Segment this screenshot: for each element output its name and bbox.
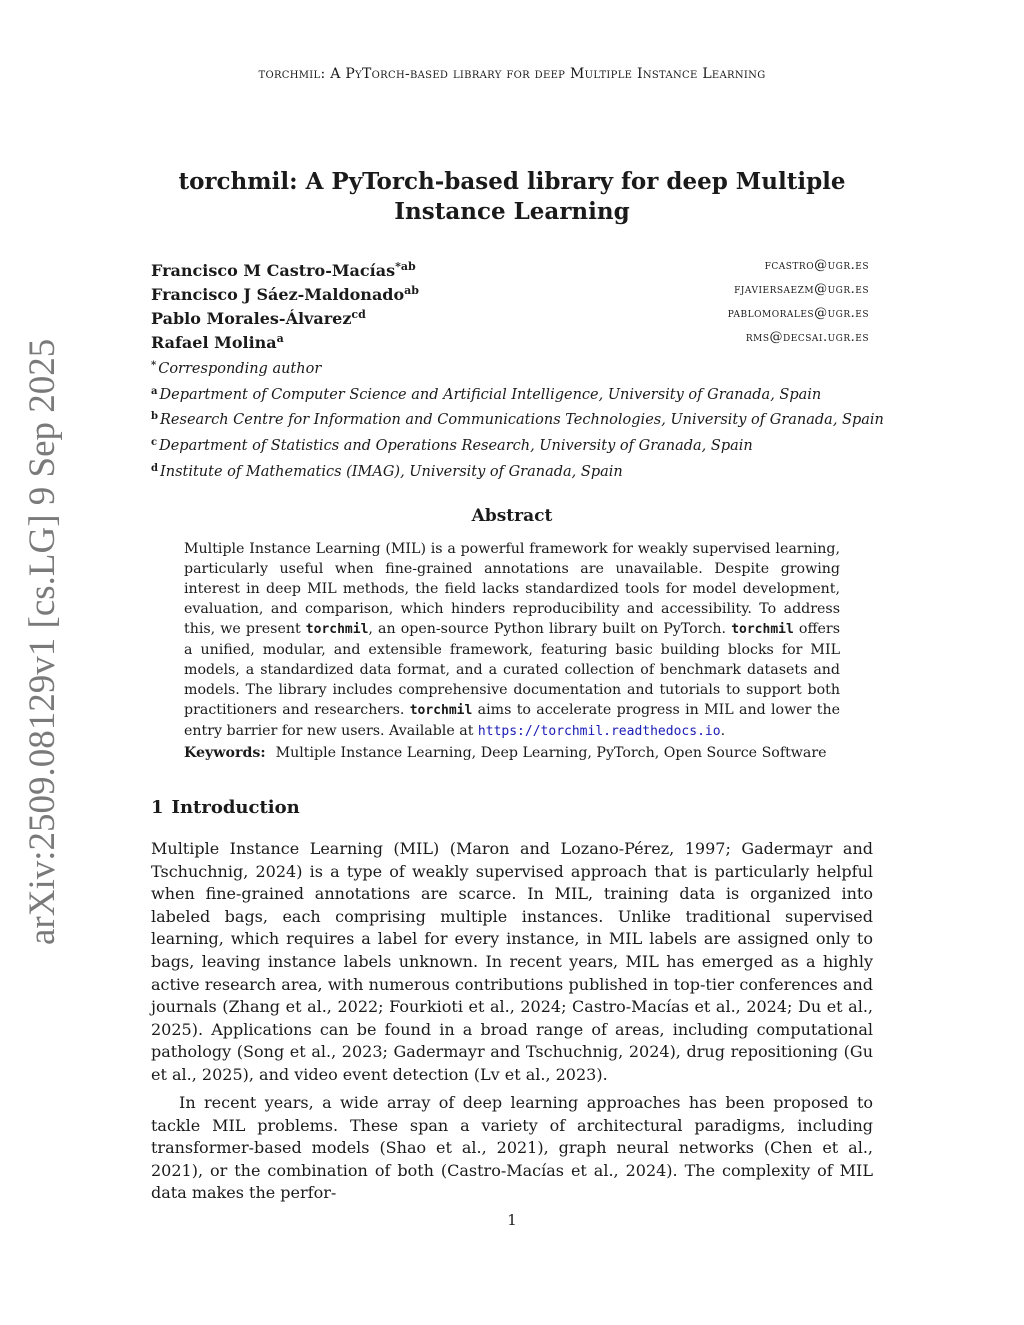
section-number: 1 — [151, 797, 164, 818]
affiliation: $^d$ Institute of Mathematics (IMAG), University of Granada, Spain — [151, 462, 623, 480]
intro-paragraph-2: In recent years, a wide array of deep learning approaches has been proposed to tackle MIL problems. These span a variety of architectural paradigms, including transformer-based models (Shao et al., 2021), graph neural networks (Chen et al., 2021), or the combination of both (Castro-Macías et al., 2024). The complexity of MIL data makes the perfor- — [151, 1093, 873, 1203]
affiliation: * Corresponding author — [151, 360, 322, 377]
author-email: fcastro@ugr.es — [764, 258, 869, 273]
affiliation: $^b$ Research Centre for Information and Communications Technologies, University of Granada, Spain — [151, 411, 884, 429]
author-row — [151, 304, 869, 328]
keywords-line — [184, 745, 844, 761]
author-name: Francisco J Sáez-Maldonado$^{ab}$ — [151, 284, 419, 304]
author-list — [151, 256, 869, 352]
title-line-1: torchmil: A PyTorch-based library for deep Multiple — [178, 168, 846, 195]
section-heading — [151, 797, 300, 818]
page-number: 1 — [507, 1211, 517, 1229]
code-torchmil: torchmil — [305, 622, 369, 637]
author-name: Pablo Morales-Álvarez$^{cd}$ — [151, 308, 366, 328]
author-email: pablomorales@ugr.es — [727, 306, 869, 321]
title-line-2: Instance Learning — [394, 198, 630, 225]
abstract-heading: Abstract — [471, 506, 553, 526]
affiliation-list — [151, 355, 884, 484]
author-name: Francisco M Castro-Macías$^{*ab}$ — [151, 260, 416, 280]
author-row — [151, 280, 869, 304]
intro-paragraph-1: Multiple Instance Learning (MIL) (Maron and Lozano-Pérez, 1997; Gadermayr and Tschuchnig, 2024) is a type of weakly supervised approach that is particularly helpful when fine-grained annotations are scarce. In MIL, training data is organized into labeled bags, each comprising multiple instances. Unlike traditional supervised learning, which requires a label for every instance, in MIL labels are assigned only to bags, leaving instance labels unknown. In recent years, MIL has emerged as a highly active research area, with numerous contributions published in top-tier conferences and journals (Zhang et al., 2022; Fourkioti et al., 2024; Castro-Macías et al., 2024; Du et al., 2025). Applications can be found in a broad range of areas, including computational pathology (Song et al., 2023; Gadermayr and Tschuchnig, 2024), drug repositioning (Gu et al., 2025), and video event detection (Lv et al., 2023). — [151, 839, 873, 1084]
running-head: torchmil: A PyTorch-based library for deep Multiple Instance Learning — [258, 66, 766, 82]
author-row — [151, 256, 869, 280]
abstract-body: Multiple Instance Learning (MIL) is a powerful framework for weakly supervised learning, particularly useful when fine-grained annotations are unavailable. Despite growing interest in deep MIL methods, the field lacks standardized tools for model development, evaluation, and comparison, which hinders reproducibility and accessibility. To address this, we present torchmil, an open-source Python library built on PyTorch. torchmil offers a unified, modular, and extensible framework, featuring basic building blocks for MIL models, a standardized data format, and a curated collection of benchmark datasets and models. The library includes comprehensive documentation and tutorials to support both practitioners and researchers. torchmil aims to accelerate progress in MIL and lower the entry barrier for new users. Available at https://torchmil.readthedocs.io. — [184, 541, 840, 739]
code-torchmil: torchmil — [731, 622, 794, 637]
affiliation: $^c$ Department of Statistics and Operations Research, University of Granada, Spain — [151, 437, 753, 455]
paper-title — [150, 167, 874, 227]
code-torchmil: torchmil — [409, 703, 473, 718]
keywords-text: Multiple Instance Learning, Deep Learning, PyTorch, Open Source Software — [275, 745, 827, 761]
affiliation: $^a$ Department of Computer Science and Artificial Intelligence, University of Granada, Spain — [151, 385, 822, 403]
arxiv-identifier-stamp: arXiv:2509.08129v1 [cs.LG] 9 Sep 2025 — [22, 338, 63, 945]
documentation-link[interactable]: https://torchmil.readthedocs.io — [477, 724, 721, 739]
author-row — [151, 328, 869, 352]
author-name: Rafael Molina$^a$ — [151, 332, 284, 352]
author-email: fjaviersaezm@ugr.es — [734, 282, 869, 297]
author-email: rms@decsai.ugr.es — [745, 330, 869, 345]
section-title: Introduction — [171, 797, 300, 818]
keywords-label: Keywords: — [184, 745, 266, 761]
